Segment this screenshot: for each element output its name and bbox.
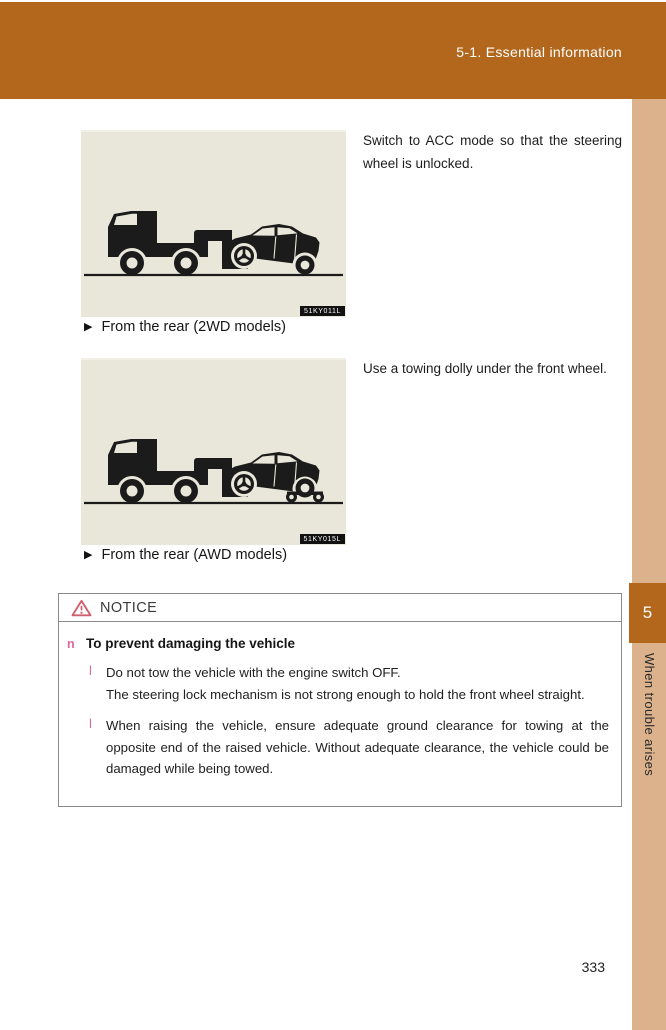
page-header	[0, 2, 666, 99]
caption-awd	[84, 547, 287, 563]
dash-bullet-marker: l	[89, 716, 92, 731]
chapter-tab	[629, 583, 666, 643]
notice-header	[59, 594, 621, 622]
figure-code: 51KY011L	[300, 306, 345, 316]
square-bullet-marker: n	[67, 637, 75, 651]
notice-item-line: Do not tow the vehicle with the engine switch OFF.	[106, 665, 401, 680]
dash-bullet-marker: l	[89, 663, 92, 678]
triangle-bullet-icon: ▶	[84, 549, 93, 561]
notice-item	[89, 715, 609, 780]
notice-item-line: The steering lock mechanism is not strong enough to hold the front wheel straight.	[106, 686, 585, 702]
notice-item-text	[106, 715, 609, 780]
notice-box	[58, 593, 622, 807]
page-number: 333	[581, 959, 605, 975]
notice-items	[89, 662, 609, 780]
notice-item	[89, 662, 609, 705]
warning-triangle-icon	[71, 599, 92, 617]
triangle-bullet-icon: ▶	[84, 321, 93, 333]
caption-text-2wd: From the rear (2WD models)	[101, 319, 286, 335]
notice-title: NOTICE	[100, 599, 158, 616]
figure-towing-2wd	[81, 130, 346, 317]
chapter-title-vertical: When trouble arises	[642, 653, 657, 777]
notice-heading: To prevent damaging the vehicle	[86, 636, 296, 651]
figure-code: 51KY015L	[300, 534, 346, 544]
chapter-sidebar	[632, 99, 666, 1030]
description-2wd: Switch to ACC mode so that the steering wheel is unlocked.	[363, 133, 622, 171]
notice-item-text	[106, 662, 609, 705]
page-title: 5-1. Essential information	[456, 44, 622, 60]
figure-towing-awd	[81, 358, 346, 545]
notice-heading-row	[67, 636, 609, 651]
notice-body	[59, 622, 621, 780]
caption-text-awd: From the rear (AWD models)	[101, 547, 288, 563]
notice-item-line: When raising the vehicle, ensure adequate ground clearance for towing at the opposite end of the raised vehicle. Without adequate clearance, the vehicle could be damaged while being towed.	[106, 718, 609, 776]
caption-2wd	[84, 319, 286, 335]
chapter-number: 5	[642, 603, 653, 622]
towing-illustration-2wd	[81, 130, 346, 317]
description-awd: Use a towing dolly under the front wheel.	[363, 361, 607, 376]
towing-illustration-awd	[81, 358, 346, 545]
